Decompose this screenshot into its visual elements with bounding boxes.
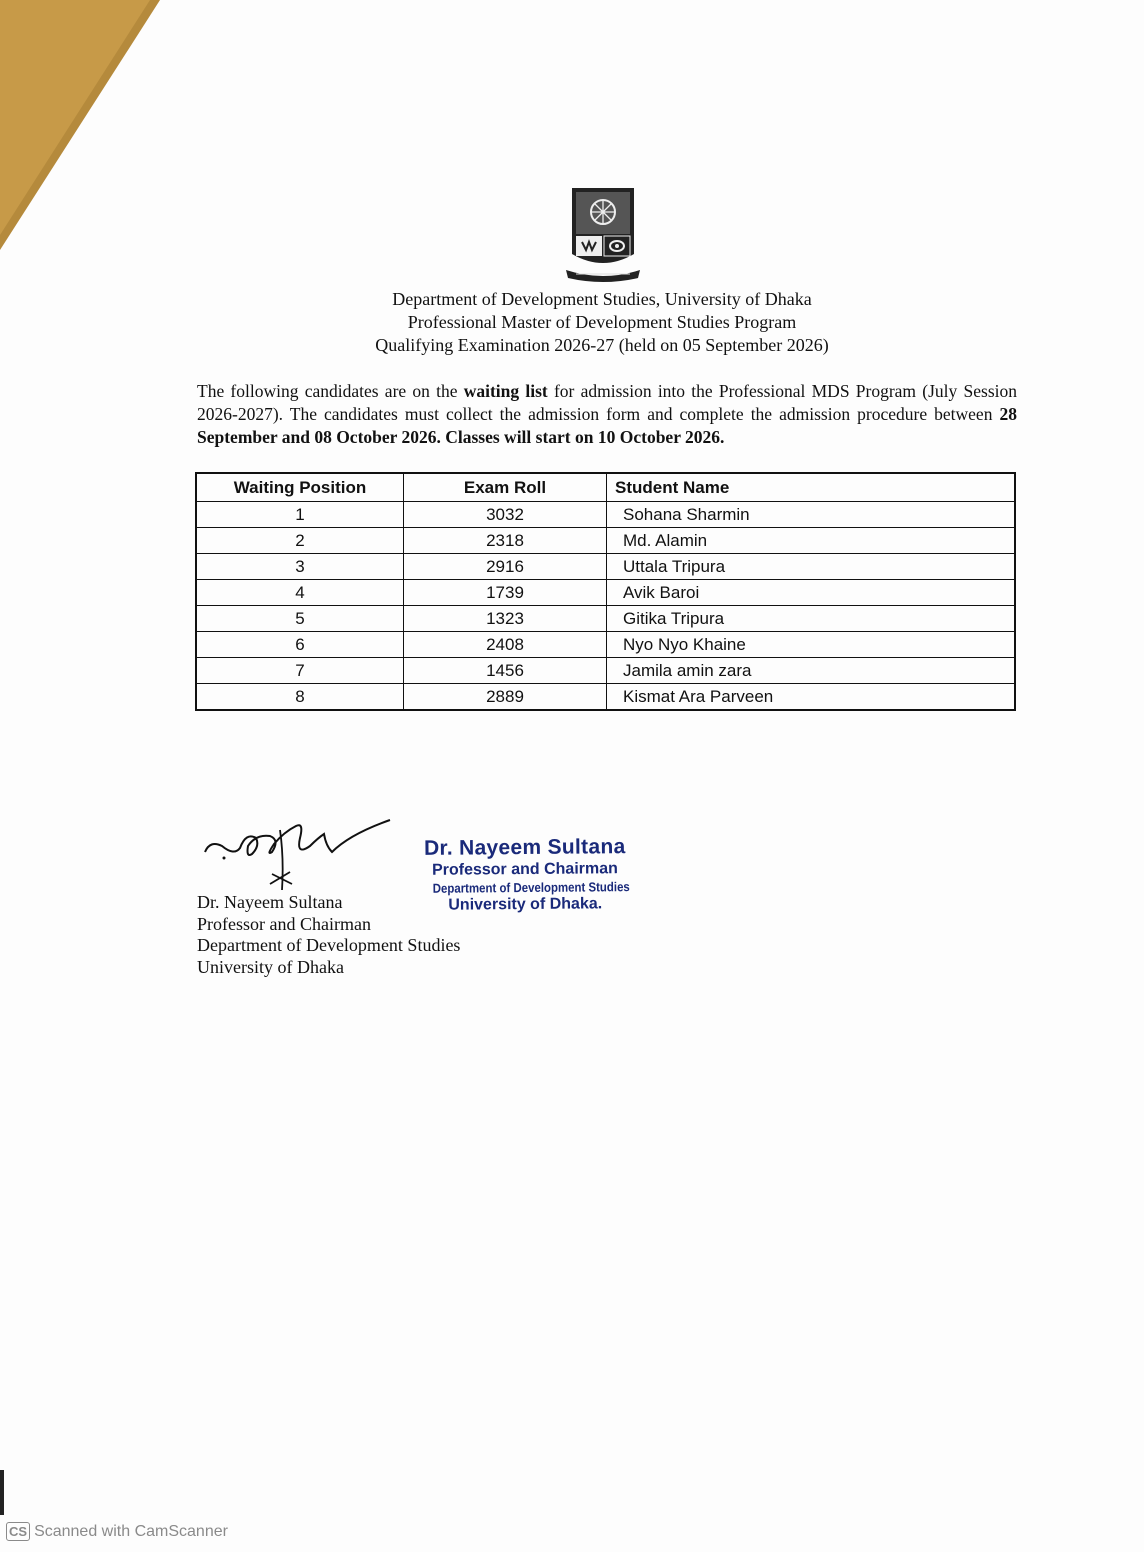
exam-roll-cell: 3032	[404, 502, 607, 528]
column-header-roll: Exam Roll	[404, 473, 607, 502]
intro-bold-2: 28 September and 08 October 2026. Classes will start on 10 October 2026.	[197, 404, 1017, 447]
camscanner-logo-icon: CS	[6, 1522, 30, 1541]
table-row	[196, 580, 1015, 606]
edge-mark	[0, 1470, 4, 1515]
table-row	[196, 554, 1015, 580]
intro-bold-1: waiting list	[463, 381, 548, 401]
exam-roll-cell: 2318	[404, 528, 607, 554]
table-row	[196, 528, 1015, 554]
waiting-list-table	[195, 472, 1016, 711]
header-exam: Qualifying Examination 2026-27 (held on 05 September 2026)	[375, 335, 829, 355]
table-header-row	[196, 473, 1015, 502]
table-row	[196, 632, 1015, 658]
student-name-cell: Gitika Tripura	[607, 606, 1016, 632]
table-row	[196, 606, 1015, 632]
document-header	[0, 288, 1144, 357]
header-department: Department of Development Studies, University of Dhaka	[392, 289, 812, 309]
table-row	[196, 658, 1015, 684]
student-name-cell: Avik Baroi	[607, 580, 1016, 606]
signer-department: Department of Development Studies	[197, 935, 461, 955]
column-header-name: Student Name	[607, 473, 1016, 502]
intro-text-2: for admission into the Professional MDS Program (July Session 2026-2027). The candidates must collect the admission form and complete the admission procedure between	[197, 381, 1017, 424]
student-name-cell: Sohana Sharmin	[607, 502, 1016, 528]
stamp-university: University of Dhaka.	[448, 895, 603, 914]
exam-roll-cell: 2916	[404, 554, 607, 580]
scanner-watermark	[6, 1522, 228, 1541]
waiting-position-cell: 7	[196, 658, 404, 684]
stamp-department: Department of Development Studies	[432, 879, 630, 896]
exam-roll-cell: 1323	[404, 606, 607, 632]
stamp-title: Professor and Chairman	[431, 860, 618, 879]
exam-roll-cell: 2408	[404, 632, 607, 658]
signature-icon	[200, 812, 400, 902]
intro-paragraph	[197, 380, 1017, 449]
stamp-name: Dr. Nayeem Sultana	[423, 835, 626, 860]
exam-roll-cell: 1739	[404, 580, 607, 606]
waiting-position-cell: 3	[196, 554, 404, 580]
table-row	[196, 502, 1015, 528]
exam-roll-cell: 2889	[404, 684, 607, 711]
waiting-position-cell: 6	[196, 632, 404, 658]
student-name-cell: Jamila amin zara	[607, 658, 1016, 684]
student-name-cell: Kismat Ara Parveen	[607, 684, 1016, 711]
university-logo-icon	[562, 186, 644, 286]
scanner-text: Scanned with CamScanner	[34, 1522, 228, 1540]
exam-roll-cell: 1456	[404, 658, 607, 684]
student-name-cell: Uttala Tripura	[607, 554, 1016, 580]
header-program: Professional Master of Development Studies Program	[407, 312, 797, 332]
waiting-position-cell: 2	[196, 528, 404, 554]
waiting-position-cell: 1	[196, 502, 404, 528]
student-name-cell: Nyo Nyo Khaine	[607, 632, 1016, 658]
column-header-position: Waiting Position	[196, 473, 404, 502]
official-stamp	[420, 835, 631, 915]
waiting-position-cell: 4	[196, 580, 404, 606]
student-name-cell: Md. Alamin	[607, 528, 1016, 554]
signer-university: University of Dhaka	[197, 956, 344, 977]
waiting-position-cell: 5	[196, 606, 404, 632]
table-row	[196, 684, 1015, 711]
waiting-position-cell: 8	[196, 684, 404, 711]
intro-text-1: The following candidates are on the	[197, 381, 464, 401]
signer-title: Professor and Chairman	[197, 913, 371, 934]
page-corner-shadow	[0, 0, 170, 250]
signer-name: Dr. Nayeem Sultana	[197, 892, 343, 912]
